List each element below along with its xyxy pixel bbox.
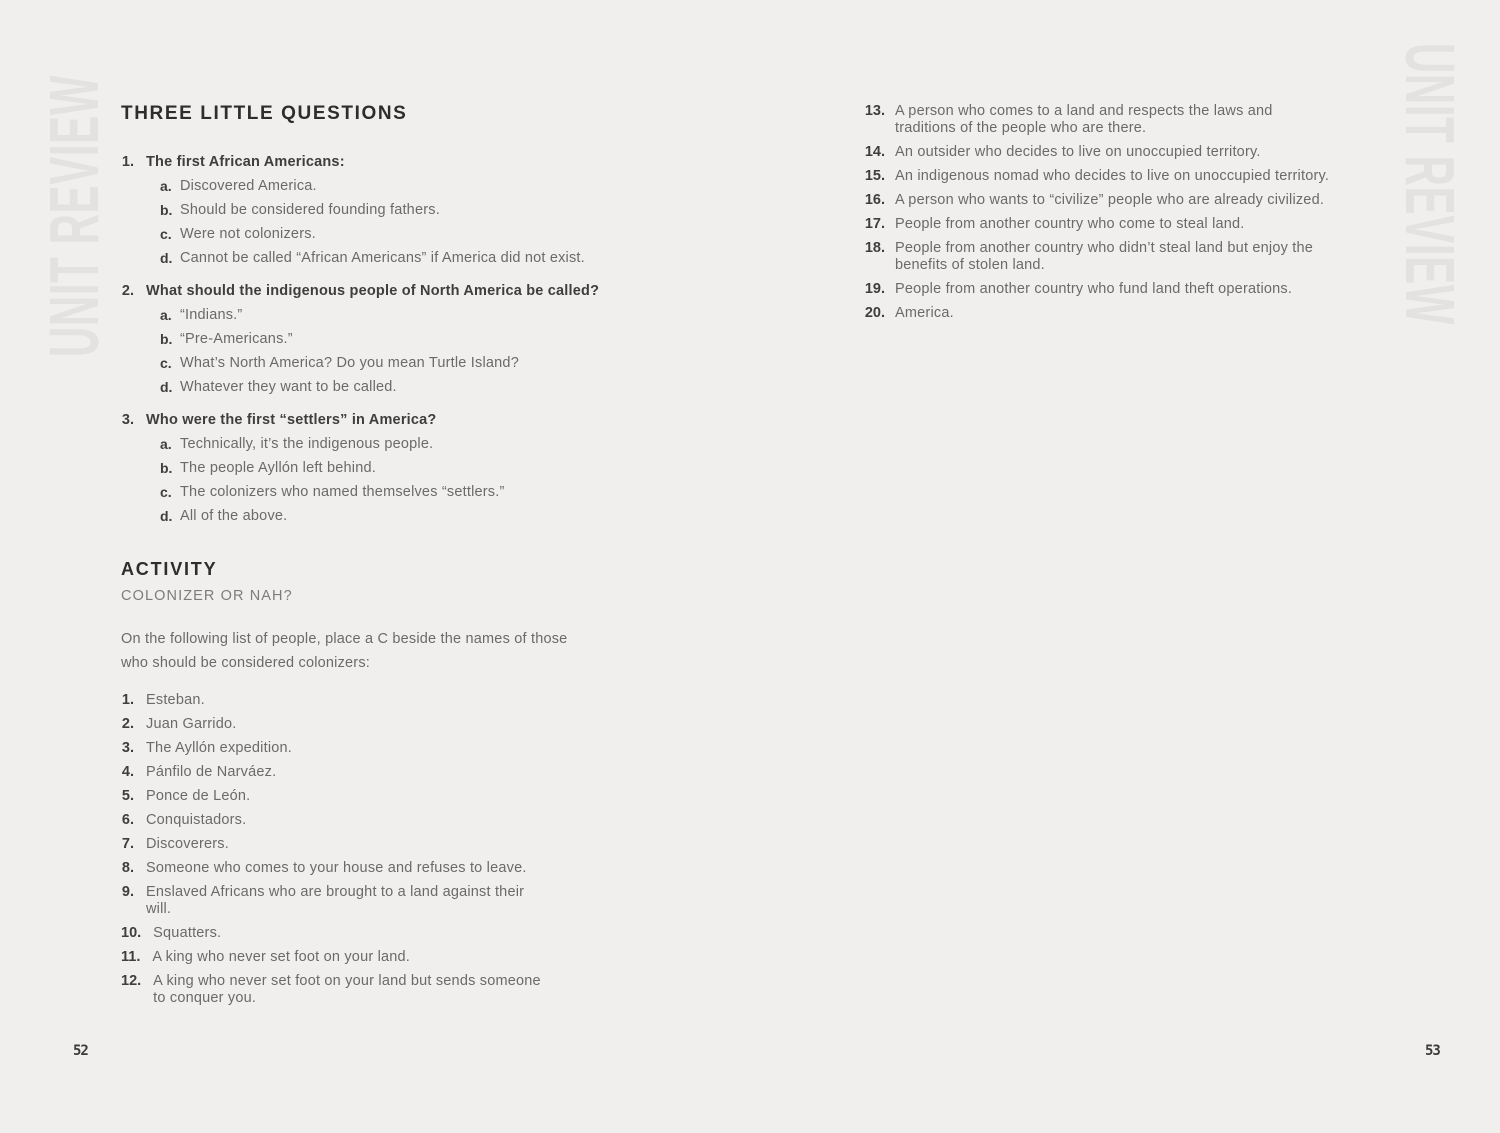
option-row: [160, 480, 601, 504]
option-list: [121, 303, 601, 399]
list-item: [121, 973, 601, 1007]
item-text: Ponce de León.: [146, 788, 251, 804]
list-item: [121, 949, 601, 966]
option-text: “Indians.”: [180, 307, 243, 323]
item-number: 2.: [121, 716, 134, 732]
page-number-left: 52: [73, 1043, 88, 1059]
item-number: 8.: [121, 860, 134, 876]
item-text: People from another country who come to steal land.: [895, 216, 1245, 232]
activity-heading: ACTIVITY: [121, 559, 218, 579]
option-row: [160, 327, 601, 351]
option-row: [160, 504, 601, 528]
option-text: “Pre-Americans.”: [180, 331, 293, 347]
list-item: [121, 860, 601, 877]
list-item: [121, 788, 601, 805]
item-number: 16.: [864, 192, 885, 208]
item-number: 5.: [121, 788, 134, 804]
list-item: [859, 144, 1351, 161]
question-list: [121, 150, 601, 528]
item-text: Esteban.: [146, 692, 205, 708]
list-item: [859, 240, 1351, 274]
item-text: Juan Garrido.: [146, 716, 237, 732]
option-row: [160, 174, 601, 198]
item-text: A king who never set foot on your land.: [152, 949, 411, 965]
question-text: Who were the first “settlers” in America?: [146, 412, 437, 428]
item-number: 3.: [121, 740, 134, 756]
item-number: 1.: [121, 692, 134, 708]
item-text: An outsider who decides to live on unoccupied territory.: [895, 144, 1261, 160]
question-number: 1.: [121, 154, 134, 170]
item-text: A person who comes to a land and respects the laws and traditions of the people who are there.: [895, 103, 1273, 136]
question-number: 2.: [121, 283, 134, 299]
item-number: 18.: [864, 240, 885, 256]
list-item: [121, 812, 601, 829]
option-letter: a.: [160, 307, 172, 323]
item-text: Someone who comes to your house and refuses to leave.: [146, 860, 527, 876]
list-item: [859, 281, 1351, 298]
option-letter: b.: [160, 202, 173, 218]
option-row: [160, 456, 601, 480]
option-text: Cannot be called “African Americans” if America did not exist.: [180, 250, 585, 266]
watermark-unit-review-right: [1391, 43, 1469, 365]
item-number: 10.: [121, 925, 142, 941]
option-row: [160, 303, 601, 327]
item-number: 12.: [121, 973, 142, 989]
question-text: What should the indigenous people of North America be called?: [146, 283, 600, 299]
item-number: 19.: [864, 281, 885, 297]
option-text: What’s North America? Do you mean Turtle Island?: [180, 355, 519, 371]
item-text: Squatters.: [153, 925, 222, 941]
option-row: [160, 246, 601, 270]
option-text: Technically, it’s the indigenous people.: [180, 436, 434, 452]
option-letter: c.: [160, 355, 172, 371]
option-letter: a.: [160, 178, 172, 194]
page-number-right: 53: [1425, 1043, 1440, 1059]
item-text: The Ayllón expedition.: [146, 740, 293, 756]
question: [121, 150, 601, 270]
option-text: Discovered America.: [180, 178, 317, 194]
item-number: 15.: [864, 168, 885, 184]
list-item: [859, 192, 1351, 209]
item-number: 13.: [864, 103, 885, 119]
list-item: [121, 716, 601, 733]
option-letter: d.: [160, 508, 173, 524]
option-list: [121, 432, 601, 528]
item-number: 14.: [864, 144, 885, 160]
option-row: [160, 198, 601, 222]
left-page: [121, 103, 601, 1014]
item-text: A king who never set foot on your land but sends someone to conquer you.: [153, 973, 541, 1006]
item-text: Conquistadors.: [146, 812, 247, 828]
option-letter: c.: [160, 484, 172, 500]
item-number: 11.: [121, 949, 141, 965]
option-text: The colonizers who named themselves “settlers.”: [180, 484, 505, 500]
item-number: 7.: [121, 836, 134, 852]
option-text: The people Ayllón left behind.: [180, 460, 376, 476]
item-text: People from another country who fund land theft operations.: [895, 281, 1293, 297]
right-page: [859, 103, 1351, 329]
item-number: 17.: [864, 216, 885, 232]
watermark-unit-review-left: [35, 35, 113, 357]
activity-list: [121, 692, 601, 1007]
question-text: The first African Americans:: [146, 154, 345, 170]
list-item: [121, 692, 601, 709]
item-text: People from another country who didn’t steal land but enjoy the benefits of stolen land.: [895, 240, 1314, 273]
question: [121, 408, 601, 528]
watermark-text: UNIT REVIEW: [35, 75, 113, 357]
option-row: [160, 375, 601, 399]
question-number: 3.: [121, 412, 134, 428]
option-letter: a.: [160, 436, 172, 452]
option-row: [160, 222, 601, 246]
option-list: [121, 174, 601, 270]
option-letter: d.: [160, 250, 173, 266]
item-number: 9.: [121, 884, 134, 900]
item-text: An indigenous nomad who decides to live on unoccupied territory.: [895, 168, 1330, 184]
option-row: [160, 432, 601, 456]
question-header: [121, 279, 601, 303]
option-letter: c.: [160, 226, 172, 242]
option-letter: b.: [160, 331, 173, 347]
question-header: [121, 150, 601, 174]
option-text: Whatever they want to be called.: [180, 379, 397, 395]
watermark-text: UNIT REVIEW: [1391, 43, 1469, 325]
option-text: All of the above.: [180, 508, 288, 524]
item-number: 4.: [121, 764, 134, 780]
list-item: [859, 103, 1351, 137]
option-text: Should be considered founding fathers.: [180, 202, 440, 218]
item-number: 20.: [864, 305, 885, 321]
item-number: 6.: [121, 812, 134, 828]
list-item: [121, 836, 601, 853]
item-text: Discoverers.: [146, 836, 229, 852]
option-text: Were not colonizers.: [180, 226, 316, 242]
section-heading: THREE LITTLE QUESTIONS: [121, 103, 408, 124]
definition-list: [859, 103, 1351, 322]
option-row: [160, 351, 601, 375]
option-letter: b.: [160, 460, 173, 476]
item-text: A person who wants to “civilize” people who are already civilized.: [895, 192, 1325, 208]
list-item: [121, 925, 601, 942]
question: [121, 279, 601, 399]
question-header: [121, 408, 601, 432]
activity-instructions: On the following list of people, place a C beside the names of those who should be considered colonizers:: [121, 631, 568, 671]
option-letter: d.: [160, 379, 173, 395]
activity-subheading: COLONIZER OR NAH?: [121, 588, 293, 604]
list-item: [859, 216, 1351, 233]
list-item: [859, 168, 1351, 185]
list-item: [859, 305, 1351, 322]
list-item: [121, 740, 601, 757]
item-text: Enslaved Africans who are brought to a land against their will.: [146, 884, 525, 917]
item-text: America.: [895, 305, 954, 321]
list-item: [121, 764, 601, 781]
list-item: [121, 884, 601, 918]
item-text: Pánfilo de Narváez.: [146, 764, 277, 780]
